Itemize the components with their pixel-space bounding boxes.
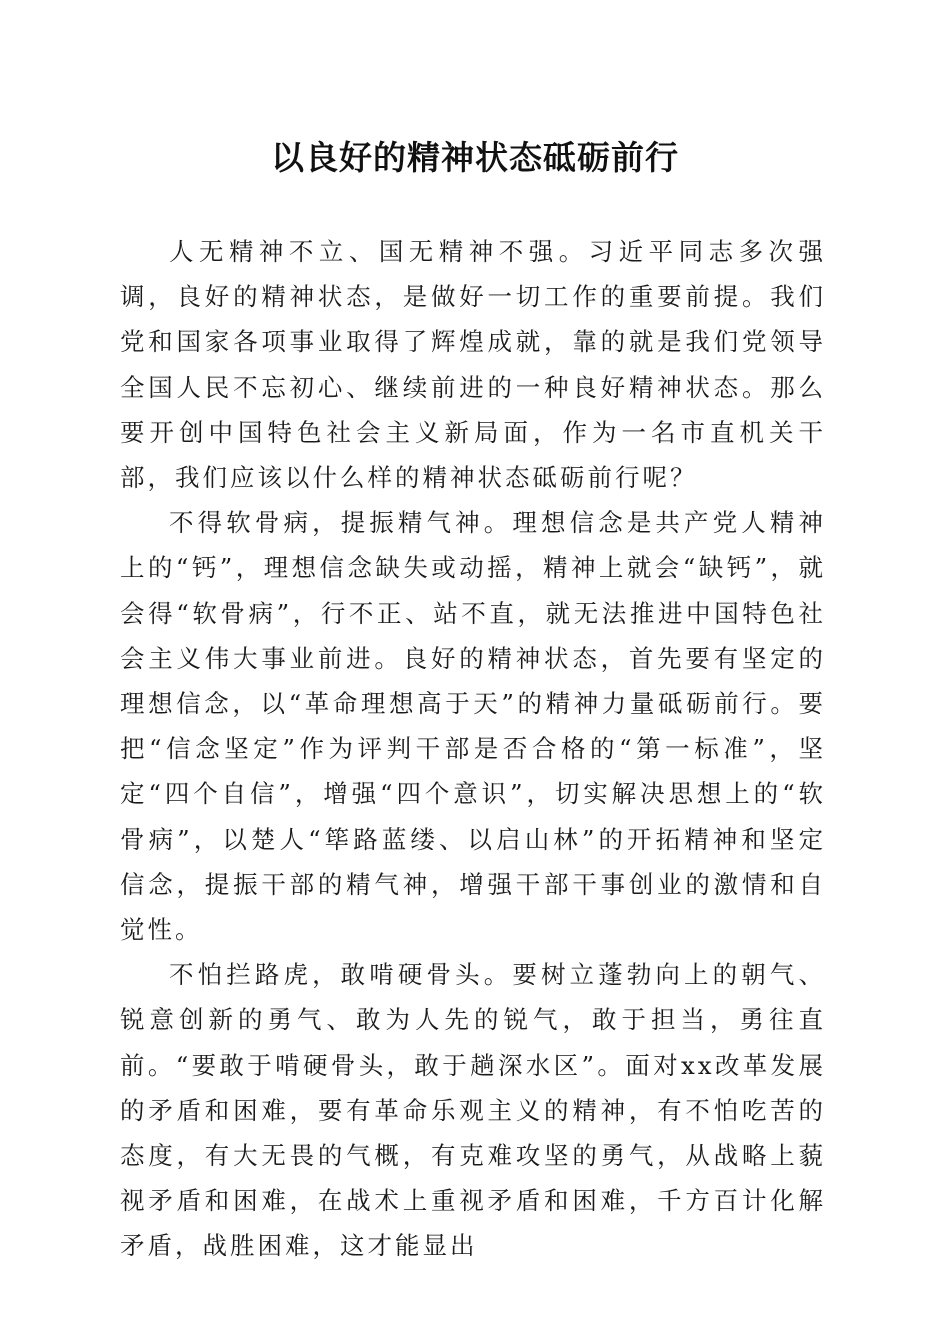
- paragraph-1: 人无精神不立、国无精神不强。习近平同志多次强调，良好的精神状态，是做好一切工作的重要前提。我们党和国家各项事业取得了辉煌成就，靠的就是我们党领导全国人民不忘初心、继续前进的一种良好精神状态。那么要开创中国特色社会主义新局面，作为一名市直机关干部，我们应该以什么样的精神状态砥砺前行呢？: [120, 237, 826, 493]
- paragraph-3: 不怕拦路虎，敢啃硬骨头。要树立蓬勃向上的朝气、锐意创新的勇气、敢为人先的锐气，敢于担当，勇往直前。“要敢于啃硬骨头，敢于趟深水区”。面对xx改革发展的矛盾和困难，要有革命乐观主义的精神，有不怕吃苦的态度，有大无畏的气概，有克难攻坚的勇气，从战略上藐视矛盾和困难，在战术上重视矛盾和困难，千方百计化解矛盾，战胜困难，这才能显出: [120, 960, 826, 1261]
- paragraph-2: 不得软骨病，提振精气神。理想信念是共产党人精神上的“钙”，理想信念缺失或动摇，精神上就会“缺钙”，就会得“软骨病”，行不正、站不直，就无法推进中国特色社会主义伟大事业前进。良好的精神状态，首先要有坚定的理想信念，以“革命理想高于天”的精神力量砥砺前行。要把“信念坚定”作为评判干部是否合格的“第一标准”，坚定“四个自信”，增强“四个意识”，切实解决思想上的“软骨病”，以楚人“筚路蓝缕、以启山林”的开拓精神和坚定信念，提振干部的精气神，增强干部干事创业的激情和自觉性。: [120, 508, 826, 945]
- document-title: 以良好的精神状态砥砺前行: [271, 138, 679, 177]
- document-body: [120, 229, 826, 1269]
